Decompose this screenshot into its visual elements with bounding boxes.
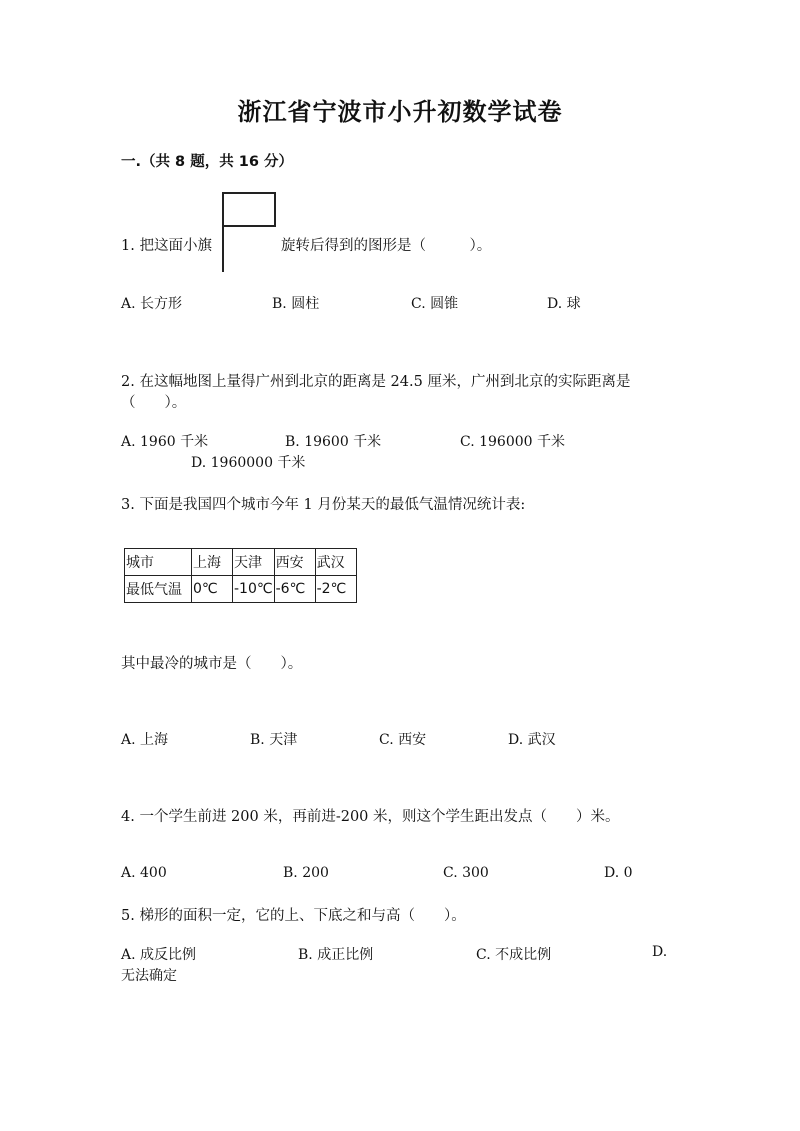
- question-4-text: 4. 一个学生前进 200 米，再前进-200 米，则这个学生距出发点（ ）米。: [121, 809, 620, 825]
- question-5-option-d-continued: 无法确定: [121, 968, 177, 984]
- question-3-option-c: C. 西安: [379, 732, 427, 748]
- question-2-option-d: D. 1960000 千米: [191, 455, 306, 471]
- question-2-option-b: B. 19600 千米: [285, 434, 382, 450]
- table-cell: 0℃: [192, 576, 233, 603]
- question-5-option-b: B. 成正比例: [298, 947, 374, 963]
- question-1-text-after: 旋转后得到的图形是（ ）。: [281, 238, 492, 254]
- table-cell: 天津: [233, 549, 275, 576]
- question-2-option-c: C. 196000 千米: [460, 434, 566, 450]
- question-1-option-d: D. 球: [547, 296, 581, 312]
- table-cell: 最低气温: [125, 576, 192, 603]
- table-header-row: [125, 549, 357, 576]
- table-cell: 城市: [125, 549, 192, 576]
- question-3-followup: 其中最冷的城市是（ ）。: [121, 656, 303, 672]
- table-row: [125, 576, 357, 603]
- question-5-text: 5. 梯形的面积一定，它的上、下底之和与高（ ）。: [121, 908, 466, 924]
- table-cell: -10℃: [233, 576, 275, 603]
- question-4-option-a: A. 400: [121, 865, 167, 881]
- table-cell: 上海: [192, 549, 233, 576]
- question-5-option-a: A. 成反比例: [121, 947, 197, 963]
- question-1-option-b: B. 圆柱: [272, 296, 320, 312]
- section-heading: 一.（共 8 题，共 16 分）: [121, 154, 293, 170]
- question-1-option-c: C. 圆锥: [411, 296, 459, 312]
- table-cell: -6℃: [274, 576, 315, 603]
- flag-pole: [222, 192, 224, 272]
- question-4-option-b: B. 200: [283, 865, 329, 881]
- question-2-line-1: 2. 在这幅地图上量得广州到北京的距离是 24.5 厘米，广州到北京的实际距离是: [121, 374, 631, 390]
- question-3-option-d: D. 武汉: [508, 732, 556, 748]
- temperature-table: [124, 548, 357, 603]
- page-title: 浙江省宁波市小升初数学试卷: [237, 97, 563, 126]
- question-4-option-c: C. 300: [443, 865, 489, 881]
- question-3-text: 3. 下面是我国四个城市今年 1 月份某天的最低气温情况统计表:: [121, 497, 526, 513]
- question-4-option-d: D. 0: [604, 865, 633, 881]
- table-cell: 西安: [274, 549, 315, 576]
- question-2-option-a: A. 1960 千米: [121, 434, 209, 450]
- question-3-option-b: B. 天津: [250, 732, 298, 748]
- question-1-text-before: 1. 把这面小旗: [121, 238, 212, 254]
- table-cell: -2℃: [315, 576, 356, 603]
- question-3-option-a: A. 上海: [121, 732, 169, 748]
- question-5-option-c: C. 不成比例: [476, 947, 552, 963]
- question-1-option-a: A. 长方形: [121, 296, 183, 312]
- question-5-option-d: D.: [652, 944, 668, 960]
- flag-icon: [223, 192, 276, 227]
- question-2-line-2: （ ）。: [121, 395, 187, 411]
- table-cell: 武汉: [315, 549, 356, 576]
